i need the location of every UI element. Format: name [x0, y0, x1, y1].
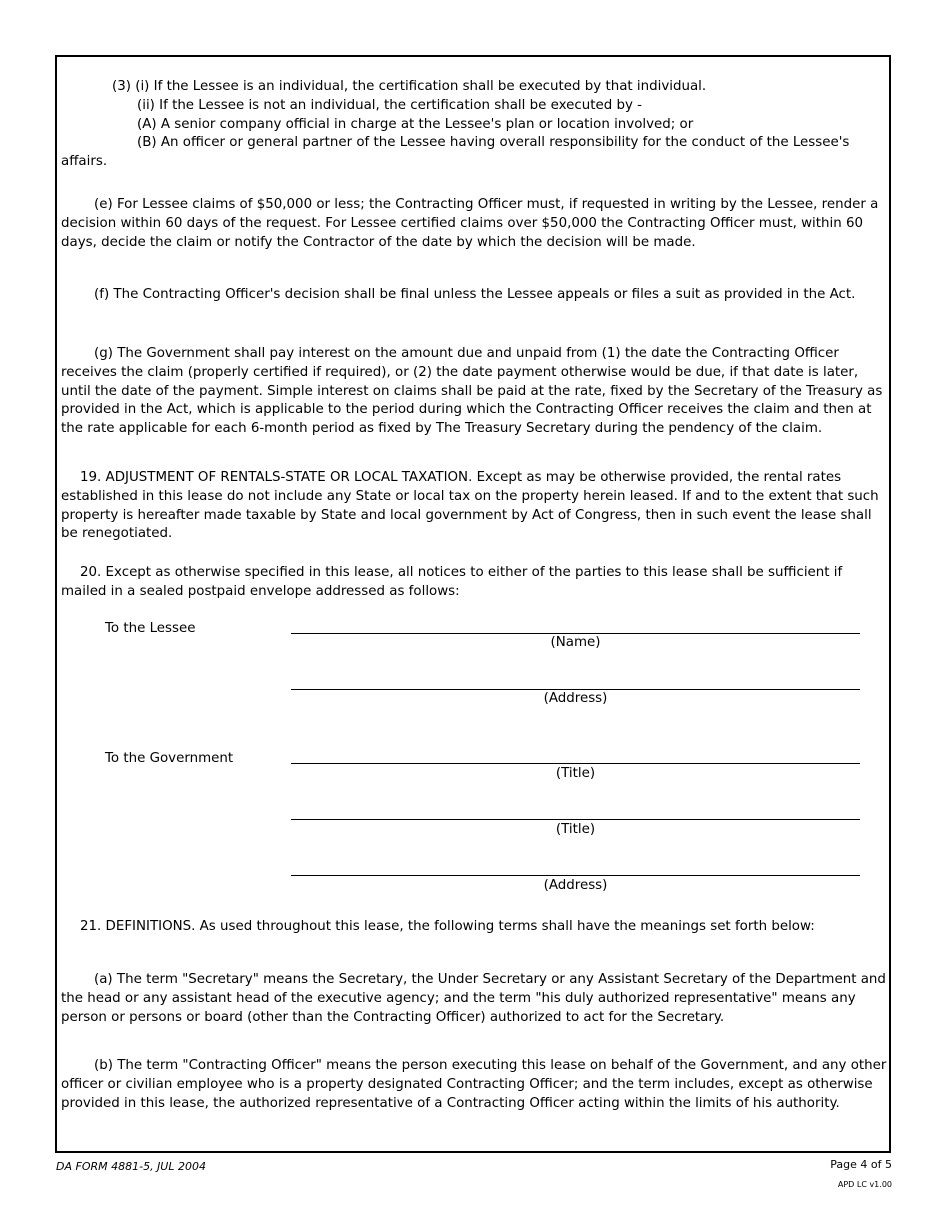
gov-address-line[interactable]	[291, 875, 860, 876]
form-id: DA FORM 4881-5, JUL 2004	[56, 1160, 206, 1173]
para-3-b: (B) An officer or general partner of the Lessee having overall responsibility for the conduct of the Lessee's	[137, 135, 850, 151]
paragraph-f: (f) The Contracting Officer's decision shall be final unless the Lessee appeals or files a suit as provided in the Act.	[94, 287, 856, 302]
government-label: To the Government	[105, 751, 234, 766]
paragraph-3	[61, 78, 887, 172]
lessee-label: To the Lessee	[105, 621, 196, 636]
gov-address-caption: (Address)	[543, 878, 608, 893]
paragraph-21-a: (a) The term "Secretary" means the Secretary, the Under Secretary or any Assistant Secretary of the Department and the head or any assistant head of the executive agency; and the term "his duly authorized representative" means any person or persons or board (other than the Contracting Officer) authorized to act for the Secretary.	[61, 972, 886, 1025]
para-3-b-end: affairs.	[61, 154, 108, 170]
page-number: Page 4 of 5	[830, 1158, 892, 1171]
gov-title2-line[interactable]	[291, 819, 860, 820]
gov-title2-caption: (Title)	[555, 822, 596, 837]
para-3-a: (A) A senior company official in charge at the Lessee's plan or location involved; or	[137, 116, 694, 132]
paragraph-19: 19. ADJUSTMENT OF RENTALS-STATE OR LOCAL TAXATION. Except as may be otherwise provided, the rental rates established in this lease do not include any State or local tax on the property herein leased. If and to the extent that such property is hereafter made taxable by State and local government by Act of Congress, then in such event the lease shall be renegotiated.	[61, 470, 879, 542]
lessee-address-caption: (Address)	[543, 691, 608, 706]
para-3-ii: (ii) If the Lessee is not an individual, the certification shall be executed by -	[137, 97, 642, 113]
lessee-name-caption: (Name)	[550, 635, 601, 650]
gov-title1-caption: (Title)	[555, 766, 596, 781]
para-3-i: (3) (i) If the Lessee is an individual, the certification shall be executed by that individual.	[112, 79, 707, 94]
paragraph-21-b: (b) The term "Contracting Officer" means the person executing this lease on behalf of the Government, and any other officer or civilian employee who is a property designated Contracting Officer; and the term includes, except as otherwise provided in this lease, the authorized representative of a Contracting Officer acting within the limits of his authority.	[61, 1058, 887, 1111]
paragraph-g: (g) The Government shall pay interest on the amount due and unpaid from (1) the date the Contracting Officer receives the claim (properly certified if required), or (2) the date payment otherwise would be due, if that date is later, until the date of the payment. Simple interest on claims shall be paid at the rate, fixed by the Secretary of the Treasury as provided in the Act, which is applicable to the period during which the Contracting Officer receives the claim and then at the rate applicable for each 6-month period as fixed by The Treasury Secretary during the pendency of the claim.	[61, 346, 883, 437]
paragraph-20: 20. Except as otherwise specified in this lease, all notices to either of the parties to this lease shall be sufficient if mailed in a sealed postpaid envelope addressed as follows:	[61, 565, 843, 599]
version-label: APD LC v1.00	[837, 1180, 892, 1189]
gov-title1-line[interactable]	[291, 763, 860, 764]
paragraph-e: (e) For Lessee claims of $50,000 or less; the Contracting Officer must, if requested in writing by the Lessee, render a decision within 60 days of the request. For Lessee certified claims over $50,000 the Contracting Officer must, within 60 days, decide the claim or notify the Contractor of the date by which the decision will be made.	[61, 197, 879, 250]
paragraph-21: 21. DEFINITIONS. As used throughout this lease, the following terms shall have the meanings set forth below:	[80, 919, 815, 934]
